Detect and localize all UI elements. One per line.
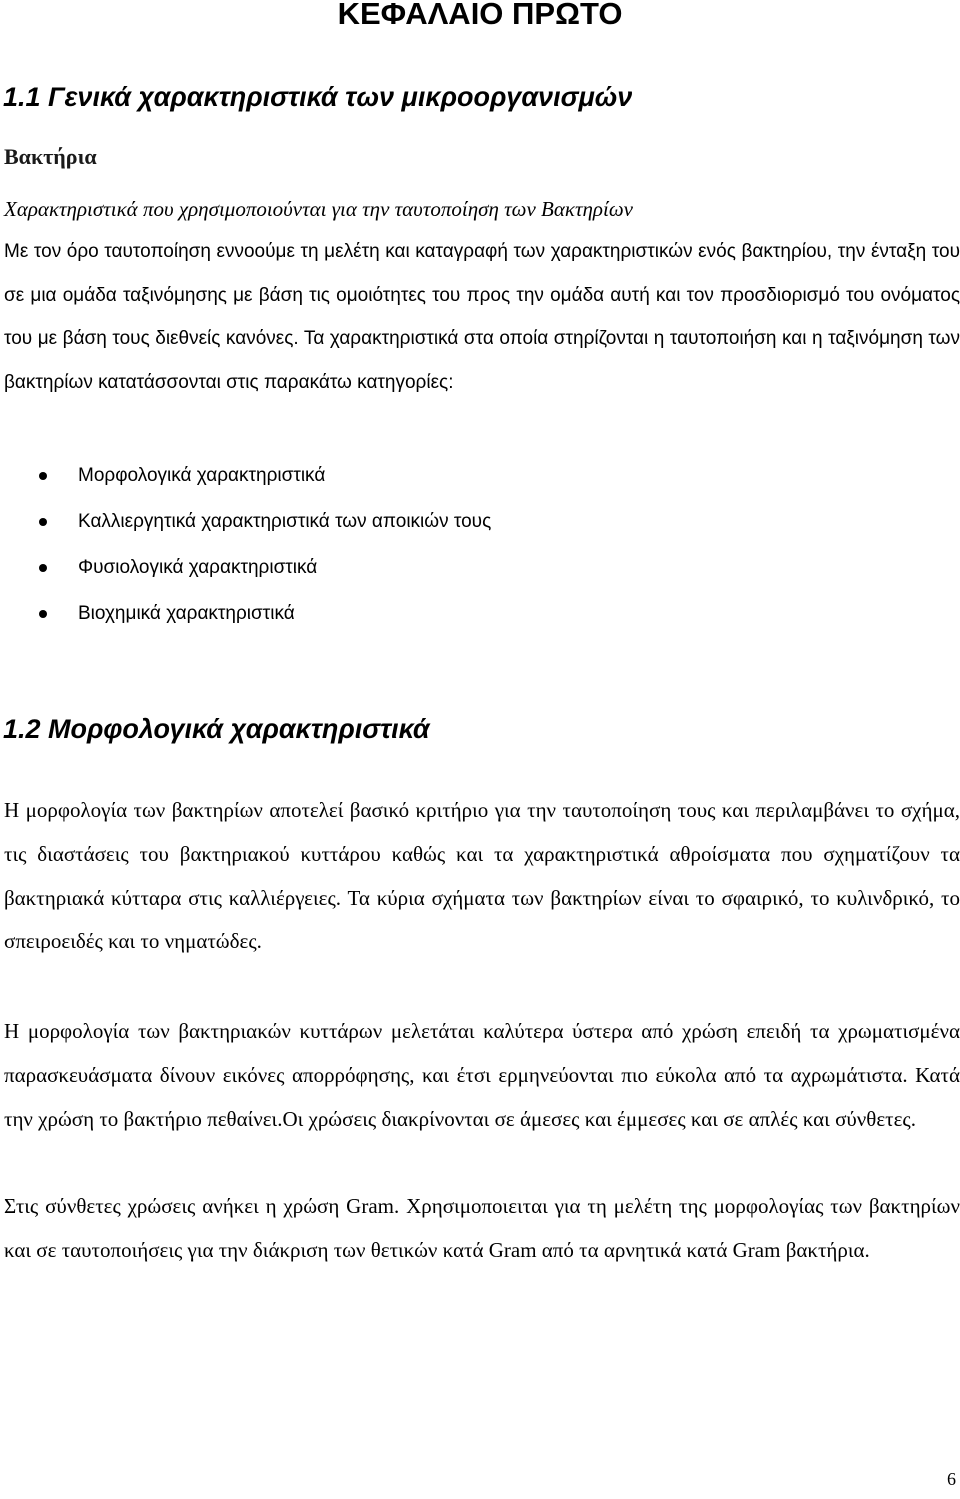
list-item [0,591,491,637]
list-item [0,453,491,499]
intro-paragraph: Με τον όρο ταυτοποίηση εννοούμε τη μελέτη και καταγραφή των χαρακτηριστικών ενός βακτηρίου, την ένταξη του σε μια ομάδα ταξινόμησης με βάση τις ομοιότητες του προς την ομάδα αυτή και τον προσδιορισμό του ονόματος του με βάση τους διεθνείς κανόνες. Τα χαρακτηριστικά στα οποία στηρίζονται η ταυτοποιήση και η ταξινόμηση των βακτηρίων κατατάσσονται στις παρακάτω κατηγορίες: [4,241,960,393]
italic-heading-identification: Χαρακτηριστικά που χρησιμοποιούνται για την ταυτοποίηση των Βακτηρίων [4,197,633,221]
chapter-title: ΚΕΦΑΛΑΙΟ ΠΡΩΤΟ [337,0,623,31]
list-item-label: Καλλιεργητικά χαρακτηριστικά των αποικιών τους [78,511,492,532]
section-1-2-title: 1.2 Μορφολογικά χαρακτηριστικά [3,714,430,744]
page-number: 6 [947,1469,956,1489]
paragraph-morphology: Η μορφολογία των βακτηρίων αποτελεί βασικό κριτήριο για την ταυτοποίηση τους και περιλαμβάνει το σχήμα, τις διαστάσεις του βακτηριακού κυττάρου καθώς και τα χαρακτηριστικά αθροίσματα που σχηματίζουν τα βακτηριακά κύτταρα στις καλλιέργειες. Τα κύρια σχήματα των βακτηρίων είναι το σφαιρικό, το κυλινδρικό, το σπειροειδές και το νηματώδες. [4,798,960,954]
paragraph-staining: Η μορφολογία των βακτηριακών κυττάρων μελετάται καλύτερα ύστερα από χρώση επειδή τα χρωματισμένα παρασκευάσματα δίνουν εικόνες απορρόφησης, και έτσι ερμηνεύονται πιο εύκολα από τα αχρωμάτιστα. Κατά την χρώση το βακτήριο πεθαίνει.Οι χρώσεις διακρίνονται σε άμεσες και έμμεσες και σε απλές και σύνθετες. [4,1019,960,1131]
list-item-label: Φυσιολογικά χαρακτηριστικά [78,557,318,578]
bullet-icon [39,472,47,480]
paragraph-gram: Στις σύνθετες χρώσεις ανήκει η χρώση Gram. Χρησιμοποιειται για τη μελέτη της μορφολογίας των βακτηρίων και σε ταυτοποιήσεις για την διάκριση των θετικών κατά Gram από τα αρνητικά κατά Gram βακτήρια. [4,1194,960,1262]
category-list [0,453,491,637]
list-item-label: Μορφολογικά χαρακτηριστικά [78,465,326,486]
bullet-icon [39,564,47,572]
sub-heading-bacteria: Βακτήρια [4,144,97,169]
list-item-label: Βιοχημικά χαρακτηριστικά [78,603,295,624]
section-1-1-title: 1.1 Γενικά χαρακτηριστικά των μικροοργανισμών [3,82,633,112]
bullet-icon [39,610,47,618]
list-item [0,545,491,591]
list-item [0,499,491,545]
bullet-icon [39,518,47,526]
